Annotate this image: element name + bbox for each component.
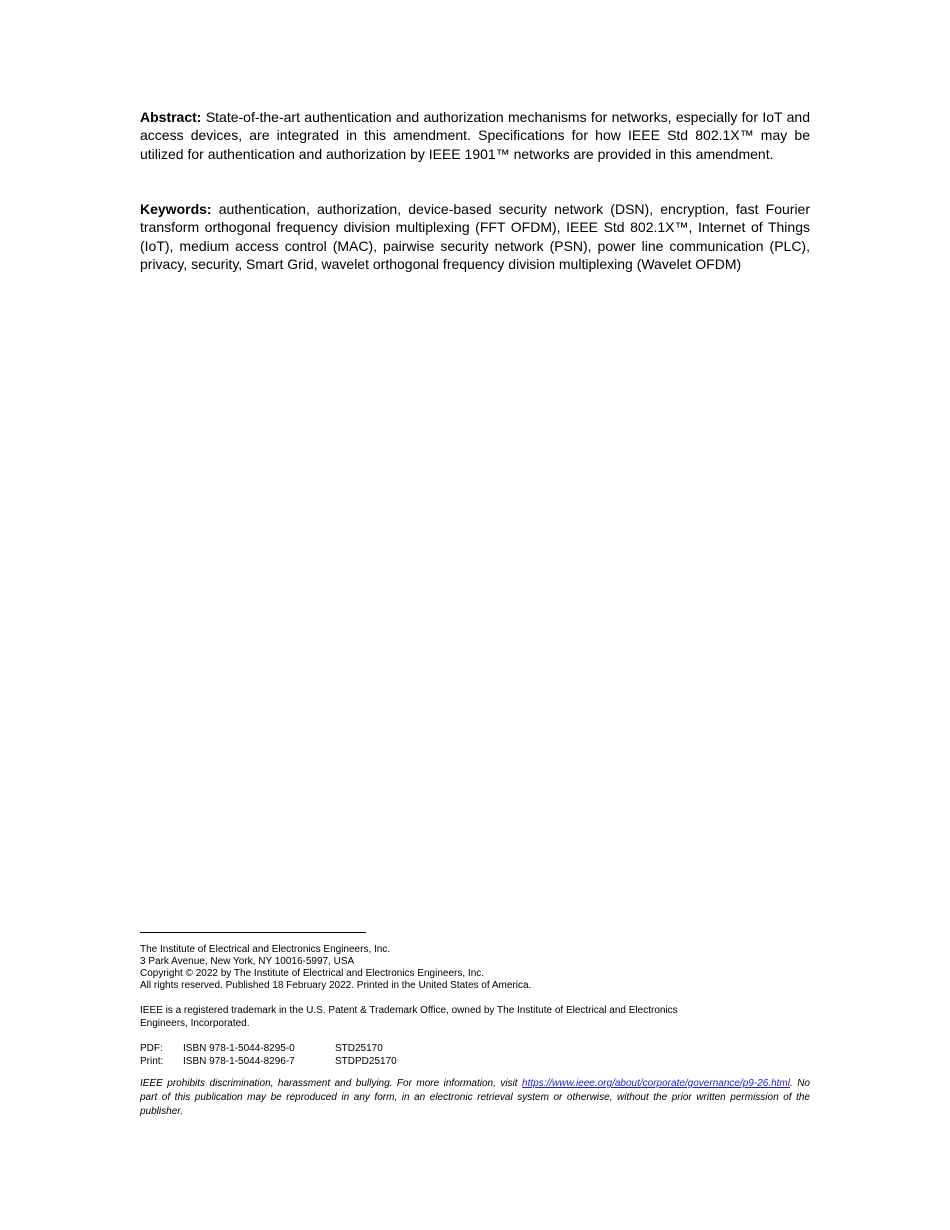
- abstract-text: State-of-the-art authentication and authorization mechanisms for networks, especially for IoT and access devices, are integrated in this amendment. Specifications for how IEEE Std 802.1X™ may be utilized for authentication and authorization by IEEE 1901™ networks are provided in this amendment.: [140, 109, 810, 162]
- trademark-notice-line-2: Engineers, Incorporated.: [140, 1018, 250, 1029]
- isbn-row-pdf: [140, 1042, 810, 1055]
- isbn-number: ISBN 978-1-5044-8296-7: [183, 1056, 295, 1067]
- footnote-separator-rule: [140, 932, 366, 933]
- keywords-text: authentication, authorization, device-based security network (DSN), encryption, fast Fourier transform orthogonal frequency division multiplexing (FFT OFDM), IEEE Std 802.1X™, Internet of Things (IoT), medium access control (MAC), pairwise security network (PSN), power line communication (PLC), privacy, security, Smart Grid, wavelet orthogonal frequency division multiplexing (Wavelet OFDM): [140, 201, 811, 273]
- isbn-format-label: PDF:: [140, 1043, 163, 1054]
- isbn-format-label: Print:: [140, 1056, 164, 1067]
- trademark-notice-line-1: IEEE is a registered trademark in the U.S. Patent & Trademark Office, owned by The Institute of Electrical and Electronics: [140, 1005, 678, 1016]
- rights-published-line: All rights reserved. Published 18 February 2022. Printed in the United States of America.: [140, 980, 532, 991]
- publisher-name: The Institute of Electrical and Electronics Engineers, Inc.: [140, 944, 391, 955]
- isbn-table: [140, 1042, 810, 1068]
- governance-link[interactable]: https://www.ieee.org/about/corporate/governance/p9-26.html: [522, 1078, 790, 1089]
- legal-notice: [140, 1077, 810, 1119]
- publisher-info: [140, 944, 810, 992]
- isbn-number: ISBN 978-1-5044-8295-0: [183, 1043, 295, 1054]
- copyright-line: Copyright © 2022 by The Institute of Electrical and Electronics Engineers, Inc.: [140, 968, 485, 979]
- keywords-label: Keywords:: [140, 201, 212, 217]
- trademark-notice: [140, 1004, 810, 1030]
- keywords-paragraph: [140, 200, 810, 274]
- isbn-product-code: STD25170: [335, 1043, 383, 1054]
- abstract-label: Abstract:: [140, 109, 202, 125]
- publisher-address: 3 Park Avenue, New York, NY 10016-5997, USA: [140, 956, 355, 967]
- abstract-paragraph: [140, 108, 810, 163]
- legal-notice-pre-link-text: IEEE prohibits discrimination, harassment and bullying. For more information, visit: [140, 1078, 523, 1089]
- isbn-product-code: STDPD25170: [335, 1056, 397, 1067]
- isbn-row-print: [140, 1055, 810, 1068]
- legal-notice-post-link-text: . No part of this publication may be reproduced in any form, in an electronic retrieval system or otherwise, without the prior written permission of the publisher.: [140, 1078, 810, 1117]
